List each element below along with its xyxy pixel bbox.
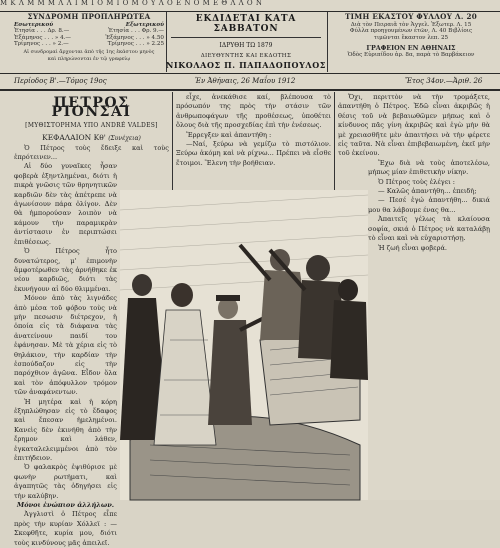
offices-header: ΓΡΑΦΕΙΟΝ ΕΝ ΑΘΗΝΑΙΣ <box>366 44 456 53</box>
paragraph: εἶχε, ἀνεκάθισε καί, βλέπουσα τὸ πρόσωπόν της πρὸς τὴν στάσιν τῶν ἀνθρωποφάγων τῆς προθέσεως, ὑποθέτει ὅλους διὰ τῆς προσχεδίας ἐπὶ τὴν ἐνέσεως. <box>176 93 331 130</box>
chapter-heading <box>14 133 169 143</box>
paragraph: —Ναί, ξεύρω νὰ γεμίζω τὸ πιστόλιον. Ξεύρω ἀκόμη καὶ νὰ ρίχνω... Πρέπει νὰ εἶσθε ἕτοιμοι. Ἕλενη τὴν βοήθειαν. <box>176 140 331 167</box>
price-header: ΤΙΜΗ ΕΚΑΣΤΟΥ ΦΥΛΛΟΥ Λ. 20 <box>344 12 478 21</box>
date-text: Ἐν Ἀθήναις, 26 Μαΐου 1912 <box>195 77 296 85</box>
engraving-illustration <box>120 190 368 500</box>
director-name: ΝΙΚΟΛΑΟΣ Π. ΠΑΠΑΔΟΠΟΥΛΟΣ <box>165 60 327 70</box>
office-address: Ὁδὸς Εὐριπίδου ἀρ. 8α, παρὰ τὸ Βαρβάκειον <box>347 51 475 58</box>
column-divider <box>334 92 335 192</box>
paragraph: Ἡ μητέρα καὶ ἡ κόρη ἐξηπλώθησαν εἰς τὸ ἔδαφος καὶ ἔπεσαν ἠμελημένοι. Κανεὶς δὲν ἐκινήθη ἀπὸ τὴν ἔρημον καὶ λάθεν, ἐγκαταλελειμμένοι ἀπὸ τὸν ἐπιτήδειον. <box>14 397 117 463</box>
sub-row-left: Τρίμηνος . . . » 2.— <box>14 41 69 48</box>
subscription-note: καὶ πληρώνονται ἐν τῷ γραφείῳ <box>47 55 131 62</box>
column-divider <box>172 92 173 192</box>
masthead-divider <box>327 12 328 72</box>
article-subtitle: [ΜΥΘΙΣΤΟΡΗΜΑ ΥΠΟ ANDRÉ VALDES] <box>25 121 158 129</box>
paragraph: Ὁ Πέτρος τοὺς ἐλέγει : <box>378 177 456 186</box>
sub-row-left: Ἑξάμηνος . . . » 4.— <box>14 34 72 41</box>
article-column-2 <box>176 93 331 188</box>
subscription-box <box>14 14 164 62</box>
subscription-note: Αἱ συνδρομαὶ ἄρχονται ἀπὸ τῆς 1ης ἑκάστου μηνὸς <box>23 48 155 55</box>
sub-row-left: Ἐτησία . . . Δρ. 8.— <box>14 28 70 35</box>
chapter-number: ΚΕΦΑΛΑΙΟΝ Κθ' <box>42 133 106 143</box>
paragraph: Ὄχι, περιττὸν νὰ τὴν τρομάξετε, ἀπαντήθη ὁ Πέτρος. Ἐδῶ εἶναι ἀκριβῶς ἡ θέσις τοῦ νὰ βεβαιωθῶμεν μήπως καὶ ὁ κίνδυνος πᾶς γίνη ἀκριβῶς καὶ ἐγὼ μὴν θὰ μὲ χρειασθῆτε μὲν ἀπαιτήσει νὰ τὴν φέρετε εἰς ταῦτα. Νὰ εἶναι ἐπιβεβαιωμένη, ἐκεῖ μὴν τοῦ ἐκείνου. <box>338 93 490 158</box>
price-line: τιμῶνται ἕκαστον λεπ. 25 <box>373 34 449 41</box>
paragraph: Ὁ Πέτρος ἦτο δυνατώτερος, μ' ἐπιμονὴν ἄμφοτέρωθεν τὰς ἀρνήθηκε ἐκ νέου καρδιῶς, διότι τὰς ἐκυνήγουν αἱ δύο θλιμμέναι. <box>14 247 117 293</box>
foreign-label: Εξωτερικού <box>125 21 164 28</box>
pricing-box <box>331 14 491 59</box>
edition-text: ΕΚΔΙΔΕΤΑΙ ΚΑΤΑ ΣΑΒΒΑΤΟΝ <box>195 14 297 34</box>
article-title: ΠΕΤΡΟΣ ΡΙΟΝΣΑΙ <box>51 95 132 121</box>
masthead-center <box>165 12 327 70</box>
price-line: Φύλλα προηγουμένων ἐτῶν, Λ. 40 Βιβλίοις <box>349 28 473 35</box>
dateline <box>0 73 500 89</box>
paragraph: Ὁ Πέτρος τοὺς ἔδειξε καὶ τοὺς ἐπρότεινεν... <box>14 143 169 162</box>
engraving-drawing <box>120 190 368 500</box>
founded-text: ΙΔΡΥΘΗ ΤΩ 1879 <box>219 42 273 49</box>
director-label: ΔΙΕΥΘΥΝΤΗΣ ΚΑΙ ΕΚΔΟΤΗΣ <box>200 53 292 59</box>
sub-row-right: Τρίμηνος . . . » 2.25 <box>107 41 164 48</box>
paragraph: — Καλῶς ἀπαντήθη... ἐπειδὴ; <box>378 187 477 196</box>
price-line: Διὰ τὸν Πειραιᾶ τὸν Ἀγγελ. Ἐξωτερ. Λ. 15 <box>350 21 472 28</box>
paragraph: Αἱ δύο γυναῖκες ἦσαν φοβερὰ ἐξηντλημέναι, διότι ἡ πικρὰ γνῶσις τῶν θρηνητικῶν καρδιῶν δὲν τὰς ἀπέτρεπε νὰ ἀγωνίσουν πάρα ὀλίγον. Δὲν θὰ ἠμπορούσαν λοιπὸν νὰ κάμουν τὴν παραμικρὰν ἀντίστασιν ἐν περιπτώσει ἐπιθέσεως. <box>14 162 117 246</box>
paragraph: Ἡ ζωή εἶναι φοβερά. <box>378 243 448 252</box>
paragraph: Ἀπαιτεῖς γέλως τὰ κλαίουσα σοφία, σκιά ὁ Πέτρος νὰ καταλάβῃ τὸ εἶναι καὶ νὰ εὐχαριστήσῃ. <box>368 215 490 243</box>
subscription-header: ΣΥΝΔΡΟΜΗ ΠΡΟΠΛΗΡΩΤΕΑ <box>27 12 151 21</box>
paragraph: Ἔχω διὰ νὰ τοὺς ἀποτελέσω, μήπως μίαν ἐπιθετικὴν νίκην. <box>368 158 490 177</box>
chapter-note: (Συνέχεια) <box>108 135 141 143</box>
dateline-rule <box>0 89 500 91</box>
sub-row-right: Ἑξάμηνος . . . » 4.50 <box>105 34 164 41</box>
period-text: Περίοδος Β'.—Τόμος 19ος <box>14 77 107 85</box>
sub-row-right: Ἐτησία . . . Φρ. 9.— <box>108 28 164 35</box>
paragraph: Ἔρρεγξεν καὶ ἀπαντήθη : <box>186 130 272 139</box>
paragraph: Μόνον ἀπὸ τὰς λιγνάδες ἀπὸ μέσα τοῦ φόβου τοὺς νὰ μὴν πεσωσιν διέτρεχον, ἡ ὁποία εἰς τὰ διάφανα τὰς ἀνατείνουν παιδί του ἐφάνησαν. Μὲ τὰ χέρια εἰς τὸ θηλάκιον, τὴν καρδίαν τὴν ἐσπούδαζον εἰς τὴν παρόχθιον ἀγῶνα. Εἶδον ὅλα καὶ τὸν ἀπόφυλλον τρόμον τῶν ἀναφάνεντων. <box>14 294 117 397</box>
year-issue-text: Ἔτος 34ον.—Ἀριθ. 26 <box>405 77 483 85</box>
domestic-label: Εσωτερικού <box>14 21 54 28</box>
paragraph: — Πεσέ ἐγώ ἀπαντήθη... δικιά μου θα λάβουμε ένας θα... <box>368 196 490 214</box>
paragraph: Ἀγγλιστὶ ὁ Πέτρος εἶπε πρὸς τὴν κυρίαν Χόλλεϊ : — Σκεφθῆτε, κυρία μου, διότι τοὺς κινδύνους μᾶς ἀπειλεῖ. <box>14 510 117 547</box>
paragraph-emphasis: Μόνοι ἐνώπιον ἀλλήλων. <box>16 501 115 510</box>
paragraph: Ὁ φαλακρὸς ἐψιθύρισε μὲ φωνὴν ρωτήματι, καὶ ἀγαπητῶς τὰς ὁδηγήσει εἰς τὴν καλύβην. <box>14 463 117 500</box>
top-strip-text: Μ Κ Λ Μ Μ Μ Λ Λ Ι Μ Ι Ο Μ Ι Ο Μ Ο Υ Λ Ο Ε Ν Ο Μ Ε Θ Λ Λ Ο Ν <box>0 0 263 7</box>
